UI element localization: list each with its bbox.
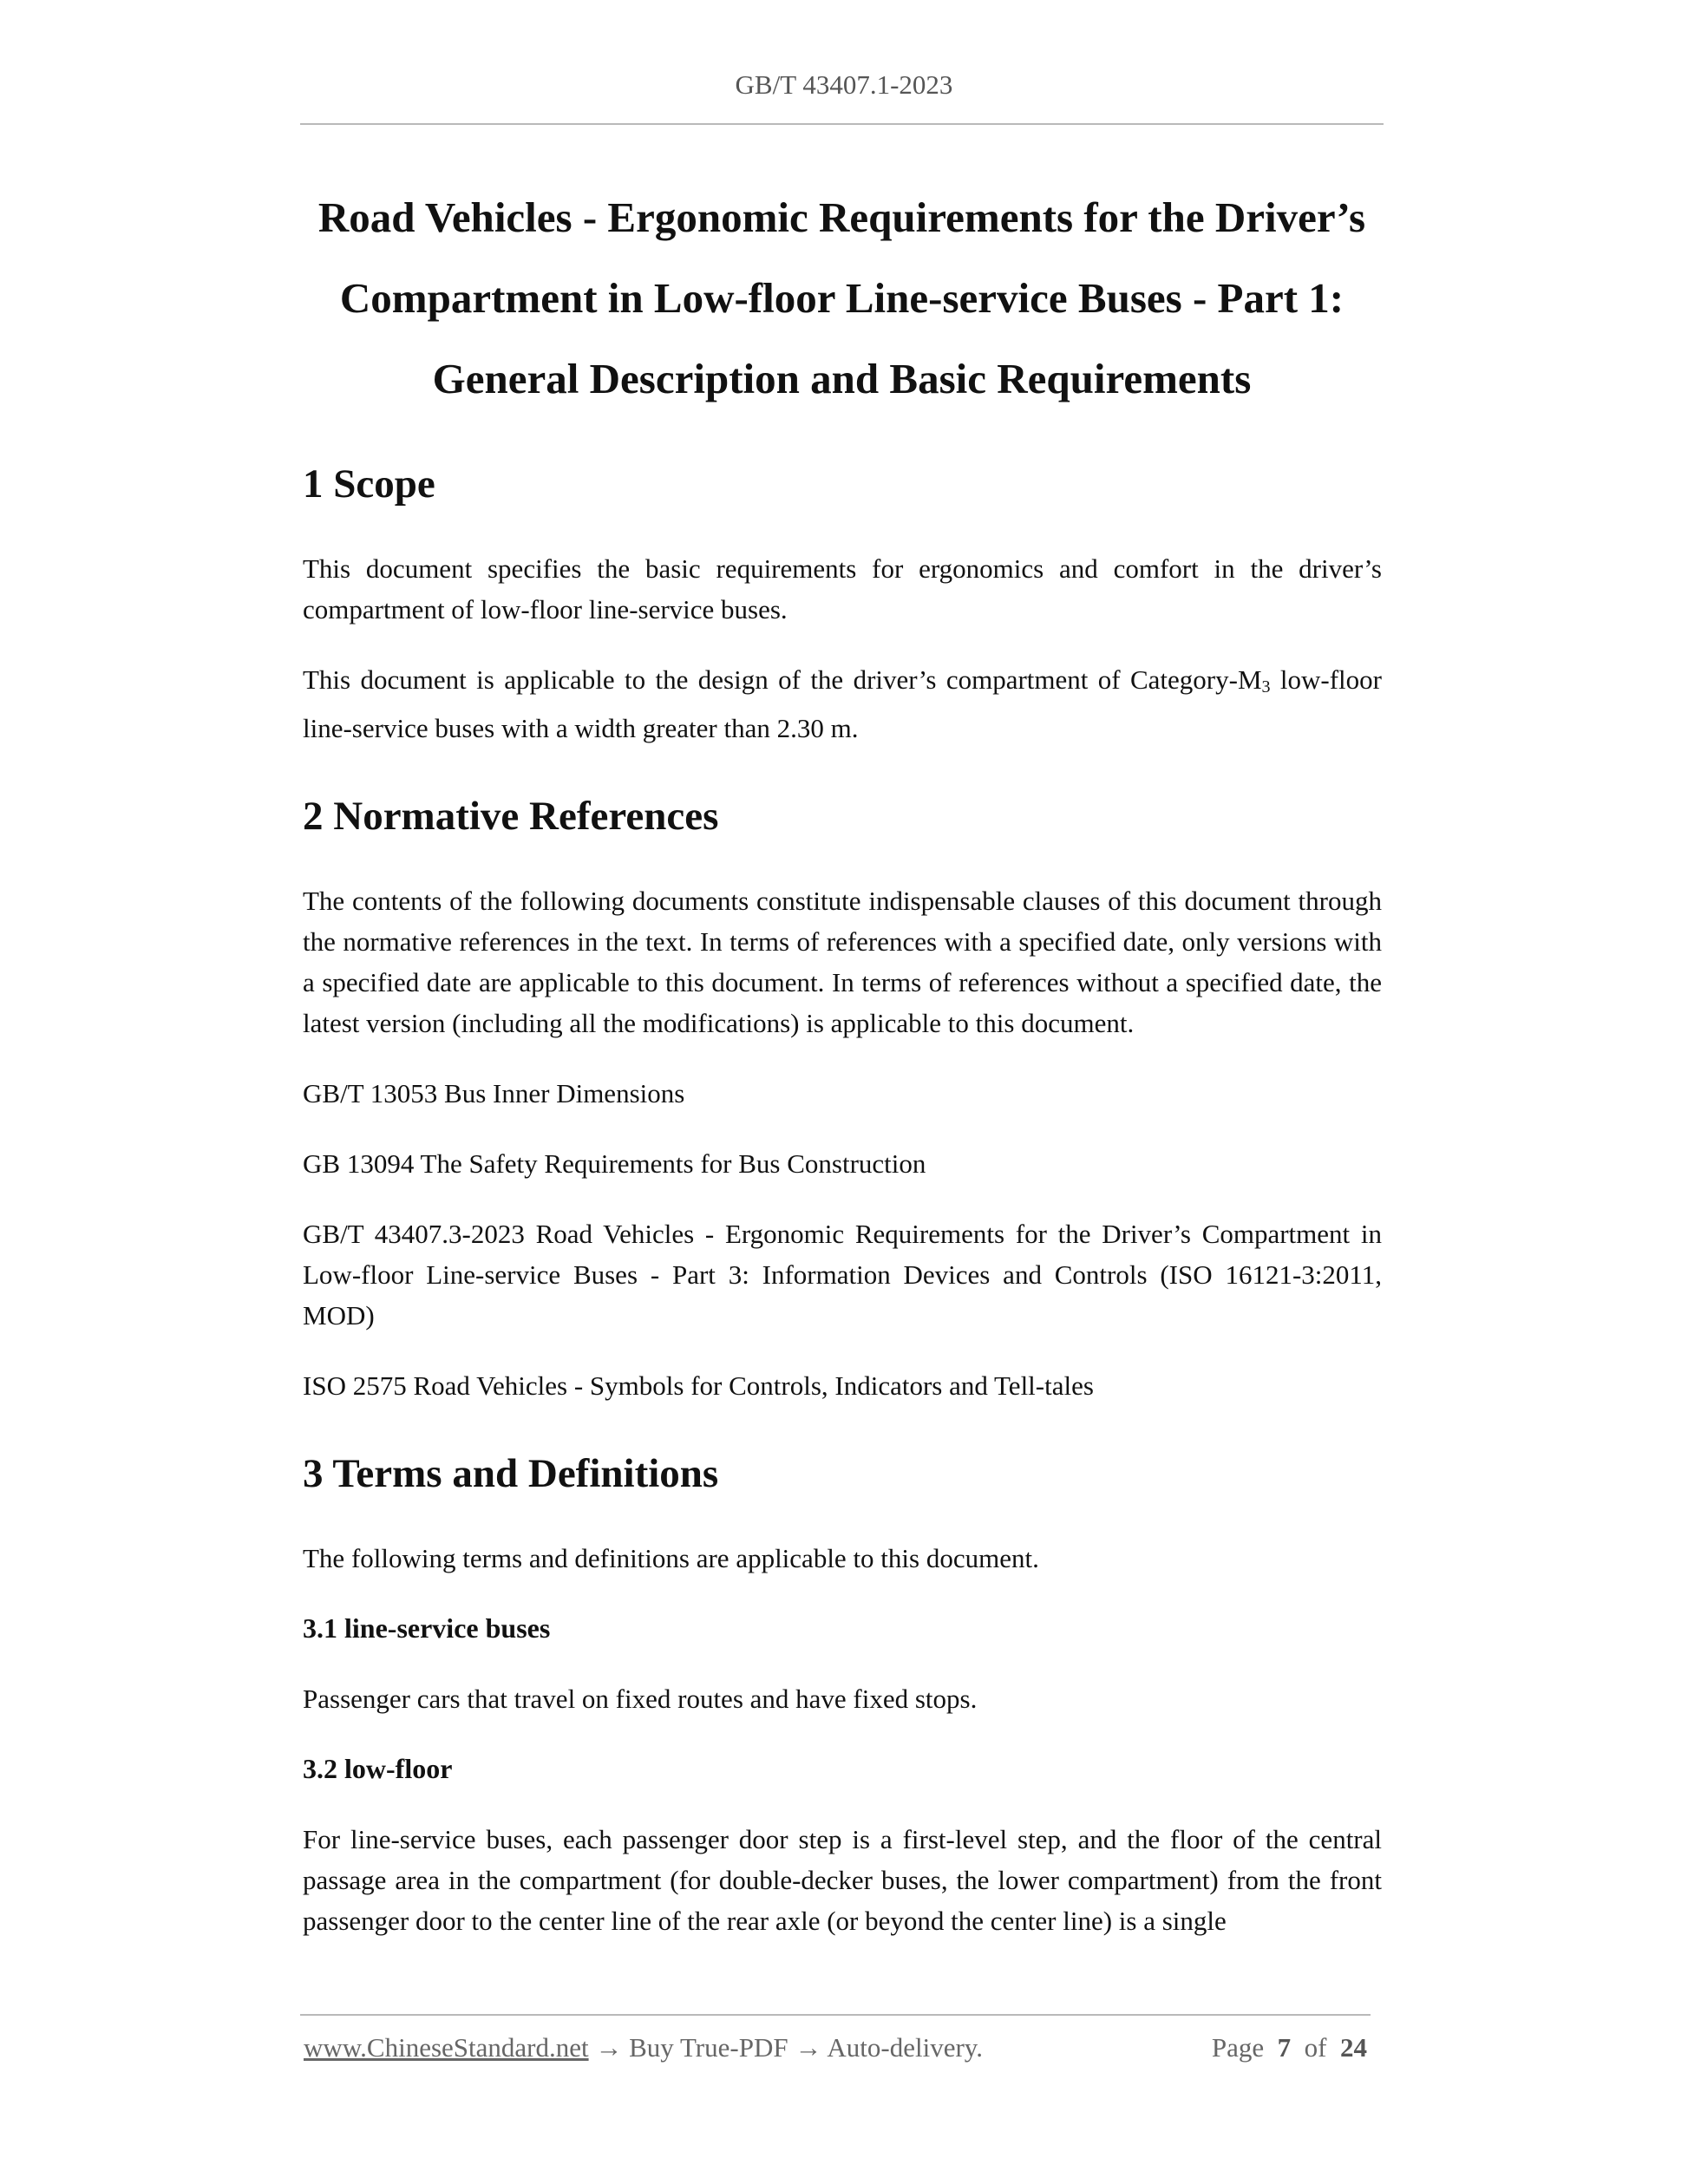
arrow-right-icon: → [795,2032,822,2063]
section-heading-normative-references: 2 Normative References [303,794,719,839]
terms-intro-paragraph: The following terms and definitions are applicable to this document. [303,1543,1039,1573]
section-heading-terms: 3 Terms and Definitions [303,1451,719,1496]
reference-item: GB/T 13053 Bus Inner Dimensions [303,1078,685,1108]
running-header: GB/T 43407.1-2023 [735,69,953,100]
document-body [303,458,1382,1971]
normative-intro-paragraph: The contents of the following documents constitute indispensable clauses of this document through the normative references in the text. In terms of references with a specified date, only versions with a specified date are applicable to this document. In terms of references without a specified date, the latest version (including all the modifications) is applicable to this document. [303,886,1382,1038]
title-line-2: Compartment in Low-floor Line-service Buses - Part 1: [339,274,1345,322]
current-page-number: 7 [1277,2032,1292,2063]
header-divider [300,123,1384,125]
term-heading-line-service-buses: 3.1 line-service buses [303,1612,551,1644]
page-label: Page [1211,2032,1265,2063]
title-line-3: General Description and Basic Requirements [432,355,1252,402]
reference-item: GB/T 43407.3-2023 Road Vehicles - Ergonomic Requirements for the Driver’s Compartment in Low-floor Line-service Buses - Part 3: Information Devices and Controls (ISO 16121-3:2011, MOD) [303,1219,1382,1331]
arrow-right-icon: → [595,2032,623,2063]
reference-item: ISO 2575 Road Vehicles - Symbols for Controls, Indicators and Tell-tales [303,1370,1094,1401]
buy-pdf-text: Buy True-PDF [629,2032,788,2063]
scope-paragraph-1: This document specifies the basic requirements for ergonomics and comfort in the driver’s compartment of low-floor line-service buses. [303,553,1382,624]
term-definition-low-floor: For line-service buses, each passenger door step is a first-level step, and the floor of the central passage area in the compartment (for double-decker buses, the lower compartment) from the front passenger door to the center line of the rear axle (or beyond the center line) is a single [303,1824,1382,1936]
page-number [1212,2032,1367,2063]
scope-p2-text-before: This document is applicable to the design of the driver’s compartment of Category-M [303,664,1262,695]
footer-divider [300,2014,1371,2016]
term-heading-low-floor: 3.2 low-floor [303,1753,453,1784]
reference-item: GB 13094 The Safety Requirements for Bus Construction [303,1148,926,1179]
category-subscript: 3 [1261,677,1271,696]
title-line-1: Road Vehicles - Ergonomic Requirements for the Driver’s [317,193,1366,241]
term-definition-line-service-buses: Passenger cars that travel on fixed routes and have fixed stops. [303,1684,978,1714]
site-link[interactable]: www.ChineseStandard.net [304,2032,589,2063]
scope-paragraph-2 [303,659,1382,749]
auto-delivery-text: Auto-delivery. [827,2032,984,2063]
scope-p2-text-after: low-floor line-service buses with a width greater than 2.30 m. [303,664,1382,743]
of-label: of [1304,2032,1327,2063]
document-title [300,177,1384,419]
section-heading-scope: 1 Scope [303,461,435,507]
footer-promo [304,2032,983,2063]
total-page-count: 24 [1340,2032,1367,2063]
